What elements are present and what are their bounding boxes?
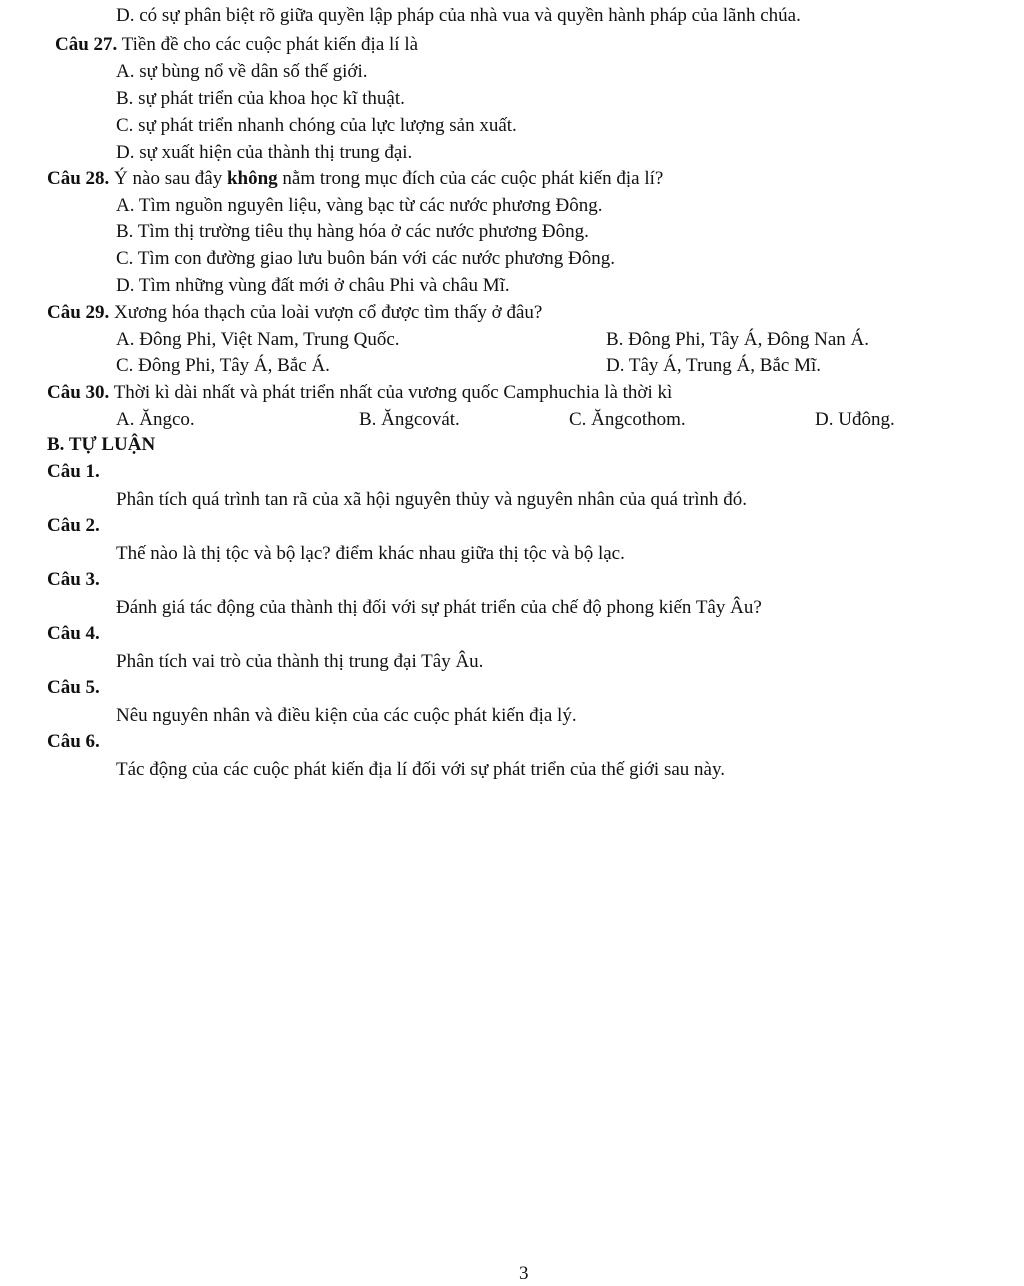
question-28-option-a: A. Tìm nguồn nguyên liệu, vàng bạc từ các nước phương Đông.: [116, 195, 603, 216]
essay-2-label: [47, 514, 100, 538]
question-29-option-c: C. Đông Phi, Tây Á, Bắc Á.: [116, 355, 330, 376]
q26-option-d: D. có sự phân biệt rõ giữa quyền lập pháp của nhà vua và quyền hành pháp của lãnh chúa.: [116, 5, 801, 26]
essay-4-text: Phân tích vai trò của thành thị trung đại Tây Âu.: [116, 651, 484, 672]
question-27-option-a: A. sự bùng nổ về dân số thế giới.: [116, 61, 368, 82]
question-28-option-c: C. Tìm con đường giao lưu buôn bán với các nước phương Đông.: [116, 248, 615, 269]
essay-1-label-text: Câu 1.: [47, 461, 100, 482]
question-29: [47, 301, 542, 325]
question-27-option-d: D. sự xuất hiện của thành thị trung đại.: [116, 142, 413, 163]
question-28-option-b: B. Tìm thị trường tiêu thụ hàng hóa ở các nước phương Đông.: [116, 221, 589, 242]
essay-6-label-text: Câu 6.: [47, 731, 100, 752]
essay-3-text: Đánh giá tác động của thành thị đối với sự phát triển của chế độ phong kiến Tây Âu?: [116, 597, 762, 618]
question-27: [55, 33, 418, 57]
essay-2-label-text: Câu 2.: [47, 515, 100, 536]
essay-6-text: Tác động của các cuộc phát kiến địa lí đối với sự phát triển của thế giới sau này.: [116, 759, 725, 780]
question-28-option-d: D. Tìm những vùng đất mới ở châu Phi và châu Mĩ.: [116, 275, 510, 296]
question-27-text: Tiền đề cho các cuộc phát kiến địa lí là: [117, 34, 419, 55]
question-27-option-c: C. sự phát triển nhanh chóng của lực lượng sản xuất.: [116, 115, 517, 136]
question-30-option-c: C. Ăngcothom.: [569, 409, 686, 430]
question-30-option-b: B. Ăngcovát.: [359, 409, 460, 430]
essay-2-text: Thế nào là thị tộc và bộ lạc? điểm khác nhau giữa thị tộc và bộ lạc.: [116, 543, 625, 564]
question-30: [47, 381, 672, 405]
essay-4-label: [47, 622, 100, 646]
question-29-text: Xương hóa thạch của loài vượn cổ được tìm thấy ở đâu?: [109, 302, 543, 323]
question-27-option-b: B. sự phát triển của khoa học kĩ thuật.: [116, 88, 405, 109]
essay-6-label: [47, 730, 100, 754]
question-28-label: Câu 28.: [47, 168, 110, 189]
question-29-label: Câu 29.: [47, 302, 110, 323]
question-27-label: Câu 27.: [55, 34, 118, 55]
question-30-label: Câu 30.: [47, 382, 110, 403]
question-30-text: Thời kì dài nhất và phát triển nhất của vương quốc Camphuchia là thời kì: [109, 382, 673, 403]
question-29-option-d: D. Tây Á, Trung Á, Bắc Mĩ.: [606, 355, 821, 376]
question-28-text-after: nằm trong mục đích của các cuộc phát kiến địa lí?: [277, 168, 664, 189]
question-29-option-b: B. Đông Phi, Tây Á, Đông Nan Á.: [606, 329, 870, 350]
question-28-text-before: Ý nào sau đây: [109, 168, 227, 189]
page-number: 3: [519, 1263, 529, 1284]
essay-5-label-text: Câu 5.: [47, 677, 100, 698]
essay-3-label: [47, 568, 100, 592]
question-28: [47, 167, 663, 191]
question-30-option-a: A. Ăngco.: [116, 409, 195, 430]
essay-1-label: [47, 460, 100, 484]
essay-heading: [47, 433, 155, 457]
essay-4-label-text: Câu 4.: [47, 623, 100, 644]
essay-heading-text: B. TỰ LUẬN: [47, 434, 156, 455]
question-29-option-a: A. Đông Phi, Việt Nam, Trung Quốc.: [116, 329, 400, 350]
essay-1-text: Phân tích quá trình tan rã của xã hội nguyên thủy và nguyên nhân của quá trình đó.: [116, 489, 748, 510]
essay-3-label-text: Câu 3.: [47, 569, 100, 590]
question-30-option-d: D. Uđông.: [815, 409, 895, 430]
essay-5-label: [47, 676, 100, 700]
question-28-emphasis: không: [226, 168, 278, 189]
essay-5-text: Nêu nguyên nhân và điều kiện của các cuộc phát kiến địa lý.: [116, 705, 577, 726]
